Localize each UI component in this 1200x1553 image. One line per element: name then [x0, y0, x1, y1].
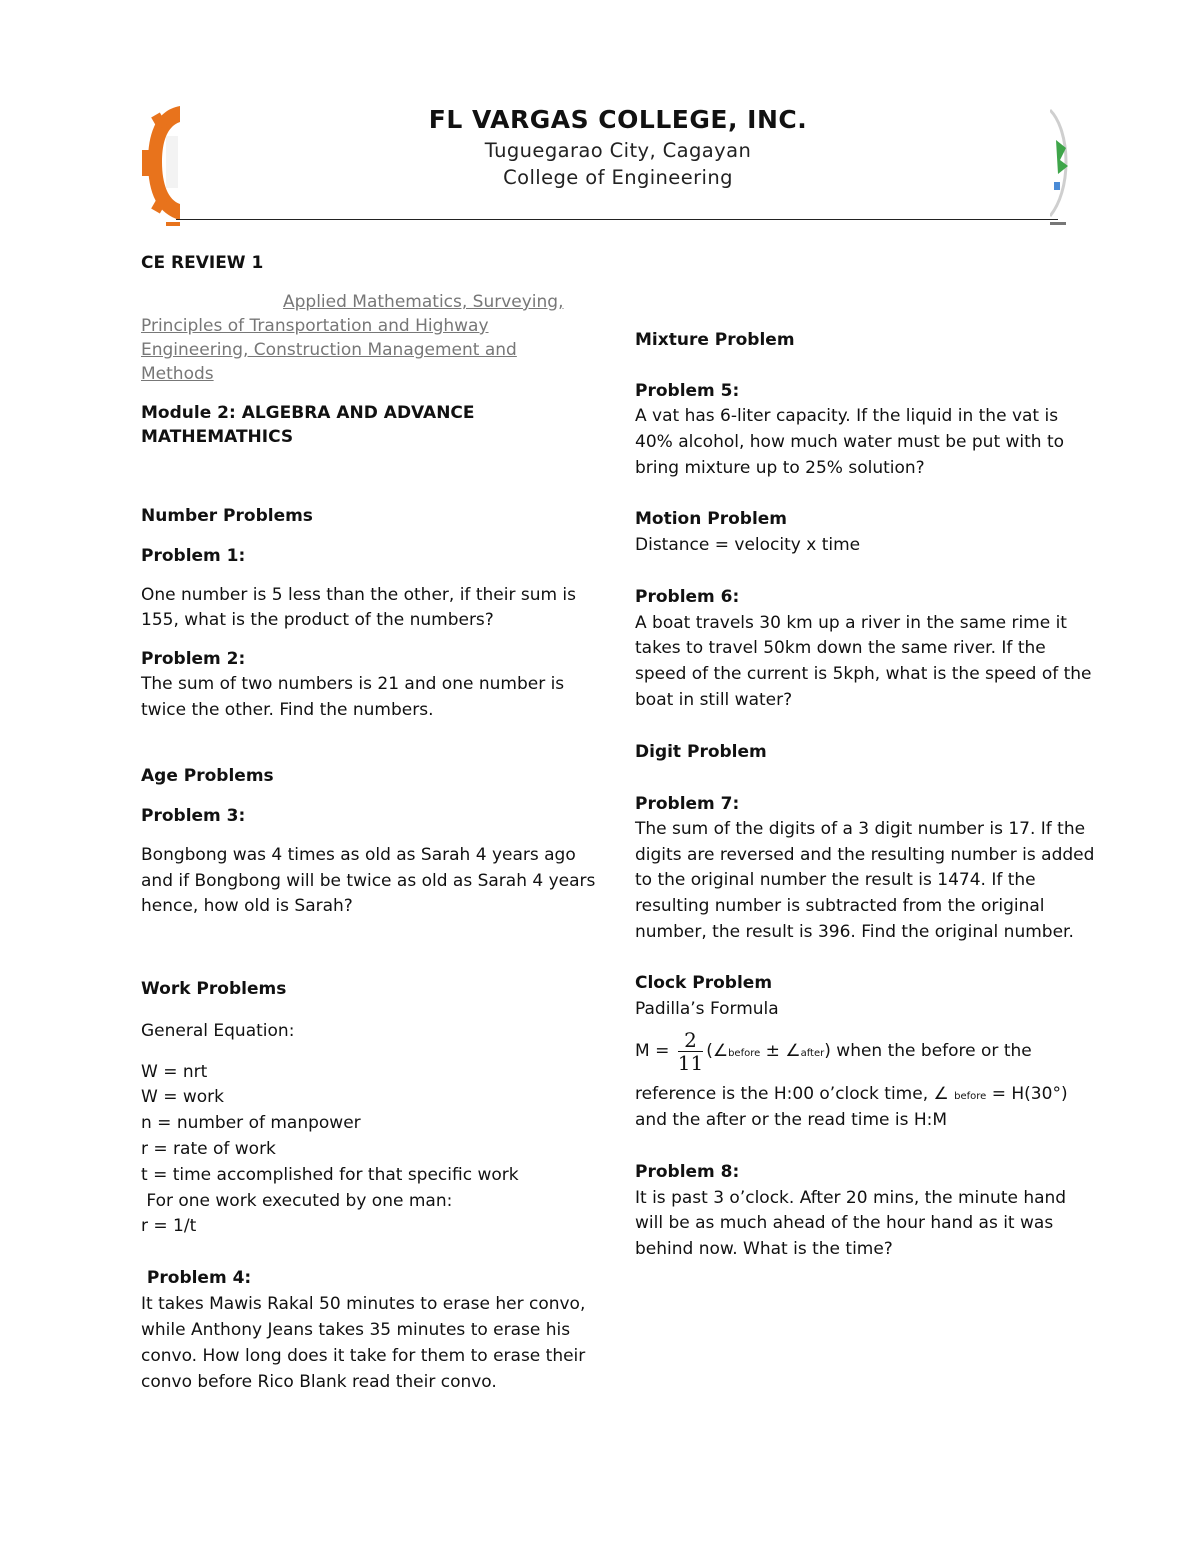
angle-symbol: ∠	[933, 1084, 949, 1104]
subject-line: Applied Mathematics, Surveying,	[283, 292, 564, 312]
work-formula-line: W = work	[141, 1087, 224, 1107]
problem-1-text: One number is 5 less than the other, if their sum is	[141, 585, 577, 605]
section-heading-digit: Digit Problem	[635, 742, 767, 762]
plus-minus-symbol: ±	[765, 1041, 780, 1061]
problem-4-text: It takes Mawis Rakal 50 minutes to erase her convo,	[141, 1294, 586, 1314]
work-formula-line: For one work executed by one man:	[141, 1191, 453, 1211]
subject-line: Engineering, Construction Management and	[141, 340, 517, 360]
work-formula-line: n = number of manpower	[141, 1113, 361, 1133]
module-title: Module 2: ALGEBRA AND ADVANCE	[141, 403, 475, 423]
section-heading-work: Work Problems	[141, 979, 287, 999]
college-city: Tuguegarao City, Cagayan	[484, 139, 752, 162]
problem-4-text: while Anthony Jeans takes 35 minutes to erase his	[141, 1320, 571, 1340]
problem-7-text: The sum of the digits of a 3 digit number is 17. If the	[635, 819, 1086, 839]
reference-text: reference is the H:00 o’clock time,	[635, 1084, 934, 1104]
section-heading-motion: Motion Problem	[635, 509, 788, 529]
problem-6-text: boat in still water?	[635, 690, 793, 710]
problem-4-text: convo before Rico Blank read their convo.	[141, 1372, 497, 1392]
motion-formula: Distance = velocity x time	[635, 535, 861, 555]
header-divider	[176, 219, 1058, 220]
problem-5-title: Problem 5:	[635, 381, 740, 401]
formula-open-paren: (	[706, 1041, 713, 1061]
reference-before-sub: before	[954, 1091, 987, 1102]
problem-6-text: speed of the current is 5kph, what is the speed of the	[635, 664, 1092, 684]
formula-after-sub: after	[800, 1048, 825, 1059]
problem-8-text: will be as much ahead of the hour hand as it was	[635, 1213, 1054, 1233]
section-heading-mixture: Mixture Problem	[635, 330, 795, 350]
problem-2-text: twice the other. Find the numbers.	[141, 700, 434, 720]
problem-5-text: bring mixture up to 25% solution?	[635, 458, 925, 478]
after-line: and the after or the read time is H:M	[635, 1110, 948, 1130]
problem-8-title: Problem 8:	[635, 1162, 740, 1182]
module-title: MATHEMATHICS	[141, 427, 294, 447]
reference-line	[635, 1082, 1068, 1110]
problem-8-text: It is past 3 o’clock. After 20 mins, the minute hand	[635, 1188, 1067, 1208]
problem-4-title: Problem 4:	[141, 1268, 252, 1288]
formula-close-paren: )	[824, 1041, 831, 1061]
course-title: CE REVIEW 1	[141, 253, 264, 273]
formula-m-eq: M =	[635, 1041, 675, 1061]
problem-3-text: hence, how old is Sarah?	[141, 896, 353, 916]
padilla-formula	[635, 1026, 1032, 1079]
angle-symbol: ∠	[712, 1041, 729, 1061]
angle-symbol: ∠	[785, 1041, 801, 1061]
problem-7-text: to the original number the result is 1474. If the	[635, 870, 1036, 890]
reference-end: = H(30°)	[986, 1084, 1068, 1104]
problem-5-text: 40% alcohol, how much water must be put with to	[635, 432, 1065, 452]
formula-fraction	[678, 1029, 703, 1074]
formula-tail: when the before or the	[830, 1041, 1032, 1061]
problem-2-text: The sum of two numbers is 21 and one number is	[141, 674, 565, 694]
padilla-formula-label: Padilla’s Formula	[635, 999, 779, 1019]
problem-7-title: Problem 7:	[635, 794, 740, 814]
problem-1-title: Problem 1:	[141, 546, 246, 566]
work-formula-line: r = rate of work	[141, 1139, 276, 1159]
problem-5-text: A vat has 6-liter capacity. If the liquid in the vat is	[635, 406, 1059, 426]
problem-1-text: 155, what is the product of the numbers?	[141, 610, 494, 630]
subject-line: Principles of Transportation and Highway	[141, 316, 489, 336]
problem-3-text: Bongbong was 4 times as old as Sarah 4 years ago	[141, 845, 576, 865]
problem-4-text: convo. How long does it take for them to erase their	[141, 1346, 586, 1366]
problem-3-text: and if Bongbong will be twice as old as Sarah 4 years	[141, 871, 596, 891]
problem-8-text: behind now. What is the time?	[635, 1239, 893, 1259]
problem-2-title: Problem 2:	[141, 649, 246, 669]
college-name: FL VARGAS COLLEGE, INC.	[428, 105, 808, 134]
section-heading-clock: Clock Problem	[635, 973, 773, 993]
section-heading-number: Number Problems	[141, 506, 313, 526]
section-heading-age: Age Problems	[141, 766, 274, 786]
problem-7-text: resulting number is subtracted from the original	[635, 896, 1045, 916]
problem-7-text: digits are reversed and the resulting number is added	[635, 845, 1095, 865]
college-department: College of Engineering	[503, 166, 733, 189]
formula-before-sub: before	[728, 1048, 761, 1059]
work-formula-line: W = nrt	[141, 1062, 208, 1082]
work-formula-line: r = 1/t	[141, 1216, 197, 1236]
fraction-numerator: 2	[678, 1029, 703, 1052]
work-formula-line: t = time accomplished for that specific work	[141, 1165, 519, 1185]
subject-line: Methods	[141, 364, 214, 384]
problem-6-text: A boat travels 30 km up a river in the same rime it	[635, 613, 1067, 633]
general-equation-label: General Equation:	[141, 1021, 295, 1041]
problem-6-title: Problem 6:	[635, 587, 740, 607]
fraction-denominator: 11	[677, 1050, 704, 1075]
problem-3-title: Problem 3:	[141, 806, 246, 826]
problem-6-text: takes to travel 50km down the same river. If the	[635, 638, 1046, 658]
problem-7-text: number, the result is 396. Find the original number.	[635, 922, 1074, 942]
